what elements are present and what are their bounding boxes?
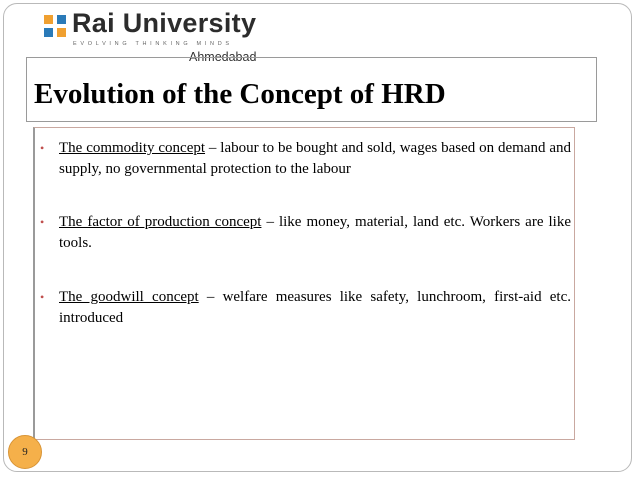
university-logo-icon	[42, 13, 68, 39]
logo-tagline: EVOLVING THINKING MINDS	[73, 41, 233, 47]
bullet-description: – labour to be bought and sold, wages based on demand and supply, no governmental protection to the labour	[59, 140, 571, 177]
bullet-icon: •	[40, 141, 45, 155]
bullet-text	[59, 212, 571, 254]
bullet-text	[59, 287, 571, 329]
bullet-icon: •	[40, 215, 45, 229]
content-box	[33, 127, 575, 440]
bullet-text	[59, 138, 571, 180]
bullet-item	[35, 287, 571, 329]
bullet-item	[35, 138, 571, 180]
page-number-badge: 9	[8, 435, 42, 469]
university-logo	[42, 8, 272, 64]
slide-title: Evolution of the Concept of HRD	[34, 78, 446, 110]
logo-city: Ahmedabad	[189, 50, 257, 64]
bullet-description: – welfare measures like safety, lunchroom, first-aid etc. introduced	[59, 289, 572, 326]
bullet-description: – like money, material, land etc. Workers are like tools.	[59, 214, 571, 251]
bullet-item	[35, 212, 571, 254]
bullet-term: The factor of production concept	[59, 214, 262, 230]
bullet-term: The commodity concept	[59, 140, 206, 156]
bullet-term: The goodwill concept	[59, 289, 199, 305]
title-box	[26, 57, 597, 122]
logo-name: Rai University	[72, 8, 257, 38]
bullet-icon: •	[40, 290, 45, 304]
